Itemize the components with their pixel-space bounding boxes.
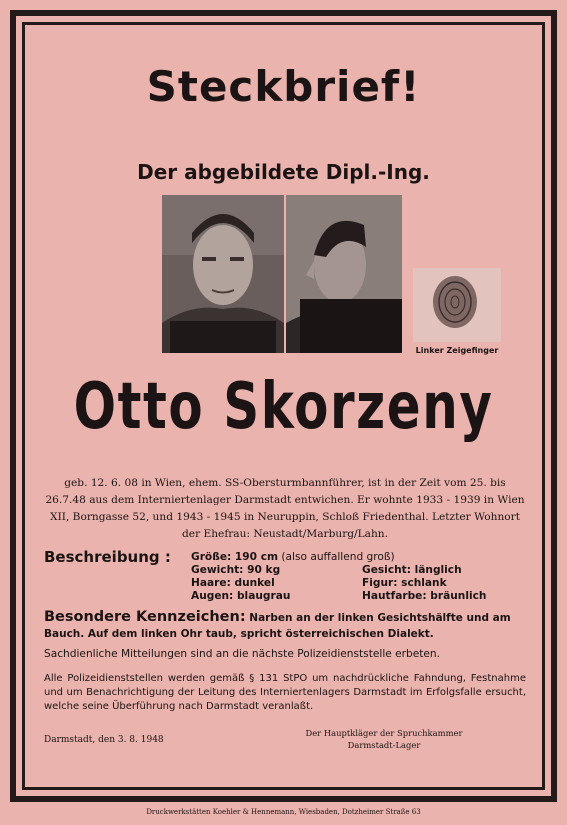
description-term: Haare: dunkel <box>191 577 275 589</box>
signatory-title: Der Hauptkläger der Spruchkammer <box>305 728 463 738</box>
police-instruction: Alle Polizeidienststellen werden gemäß § 131 StPO um nachdrückliche Fahndung, Festnahme und um Benachrichtigung der Leitung des Interniertenlagers Darmstadt im Erfolgsfalle ersucht, welche seine Überführung nach Darmstadt veranlaßt. <box>44 673 526 712</box>
printer-imprint: Druckwerkstätten Koehler & Hennemann, Wiesbaden, Dotzheimer Straße 63 <box>146 808 421 816</box>
subtitle: Der abgebildete Dipl.-Ing. <box>137 160 430 184</box>
headline: Steckbrief! <box>146 62 421 111</box>
information-request: Sachdienliche Mitteilungen sind an die nächste Polizeidienststelle erbeten. <box>44 648 441 660</box>
special-features <box>44 609 526 642</box>
description-item: Figur: schlank <box>362 577 447 589</box>
signatory-office: Darmstadt-Lager <box>347 740 421 750</box>
description-label: Beschreibung : <box>44 548 171 566</box>
description-term: Gewicht: 90 kg <box>191 564 281 576</box>
fingerprint-image <box>413 268 501 342</box>
description-column-2 <box>362 564 486 603</box>
description-item: Hautfarbe: bräunlich <box>362 590 487 602</box>
description-term: Größe: 190 cm <box>191 551 279 563</box>
special-features-text: Narben an der linken Gesichtshälfte und am Bauch. Auf dem linken Ohr taub, spricht österreichischen Dialekt. <box>44 612 511 640</box>
description-note: (also auffallend groß) <box>278 551 395 563</box>
fingerprint-caption: Linker Zeigefinger <box>415 346 499 355</box>
intro-paragraph: geb. 12. 6. 08 in Wien, ehem. SS-Obersturmbannführer, ist in der Zeit vom 25. bis 26.7.48 aus dem Interniertenlager Darmstadt entwichen. Er wohnte 1933 - 1939 in Wien XII, Borngasse 52, und 1943 - 1945 in Neuruppin, Schloß Friedenthal. Letzter Wohnort der Ehefrau: Neustadt/Marburg/Lahn. <box>45 477 525 540</box>
description-term: Augen: blaugrau <box>191 590 291 602</box>
fugitive-name: Otto Skorzeny <box>73 370 494 444</box>
mugshot-profile-photo <box>286 195 402 353</box>
special-features-label: Besondere Kennzeichen: <box>44 609 246 625</box>
description-item <box>191 551 395 564</box>
place-date: Darmstadt, den 3. 8. 1948 <box>44 735 164 745</box>
signatory <box>286 727 482 751</box>
mugshot-front-photo <box>162 195 284 353</box>
description-item: Gesicht: länglich <box>362 564 462 576</box>
